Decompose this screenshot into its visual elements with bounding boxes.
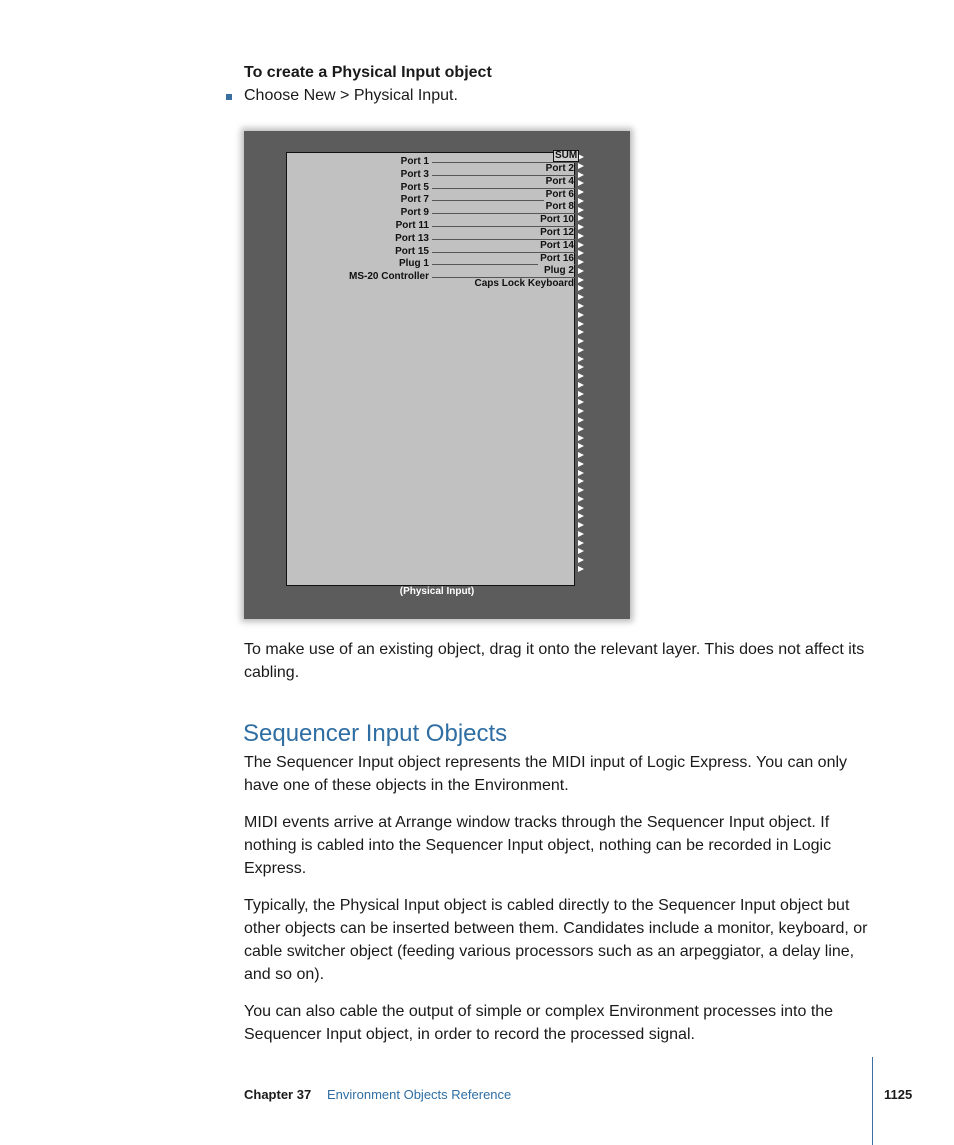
left-port-label: Port 15 [395, 245, 429, 257]
output-triangle-icon[interactable] [578, 303, 584, 309]
output-triangle-icon[interactable] [578, 224, 584, 230]
section-paragraph-2: MIDI events arrive at Arrange window tracks through the Sequencer Input object. If nothing is cabled into the Sequencer Input object, nothing can be recorded in Logic Express. [244, 814, 832, 877]
output-triangle-icon[interactable] [578, 189, 584, 195]
right-port-label: Port 4 [545, 175, 574, 187]
output-triangle-icon[interactable] [578, 215, 584, 221]
output-triangle-icon[interactable] [578, 294, 584, 300]
right-port-label: Plug 2 [543, 265, 574, 277]
output-triangle-icon[interactable] [578, 435, 584, 441]
output-triangle-icon[interactable] [578, 373, 584, 379]
output-triangle-icon[interactable] [578, 461, 584, 467]
right-port-label: Port 10 [540, 214, 574, 226]
output-triangle-icon[interactable] [578, 242, 584, 248]
right-port-label: Port 12 [540, 227, 574, 238]
footer-chapter: Chapter 37 [244, 1087, 312, 1102]
output-triangle-icon[interactable] [578, 505, 584, 511]
section-paragraph-3: Typically, the Physical Input object is cabled directly to the Sequencer Input object but other objects can be inserted between them. Candidates include a monitor, keyboard, or cable switcher object (feeding various processors such as an arpeggiator, a delay line, and so on). [244, 897, 868, 983]
section-heading: Sequencer Input Objects [243, 720, 508, 747]
output-triangle-icon[interactable] [578, 347, 584, 353]
bullet-text: Choose New > Physical Input. [244, 87, 458, 104]
output-triangle-icon[interactable] [578, 259, 584, 265]
output-triangle-icon[interactable] [578, 285, 584, 291]
right-port-label: Port 6 [545, 188, 574, 200]
sum-label: SUM [555, 150, 578, 161]
output-triangle-icon[interactable] [578, 321, 584, 327]
output-triangle-icon[interactable] [578, 356, 584, 362]
output-triangle-icon[interactable] [578, 233, 584, 239]
output-triangle-icon[interactable] [578, 329, 584, 335]
output-triangle-icon[interactable] [578, 180, 584, 186]
output-triangle-icon[interactable] [578, 268, 584, 274]
task-title: To create a Physical Input object [244, 64, 492, 81]
page-number: 1125 [884, 1087, 913, 1102]
bullet-item [226, 87, 458, 105]
output-triangle-icon[interactable] [578, 487, 584, 493]
output-triangle-icon[interactable] [578, 548, 584, 554]
output-triangle-icon[interactable] [578, 417, 584, 423]
bullet-icon [226, 94, 232, 100]
left-port-label: MS-20 Controller [348, 271, 429, 283]
output-triangle-icon[interactable] [578, 207, 584, 213]
footer-divider [872, 1057, 873, 1145]
left-port-label: Port 1 [400, 156, 429, 167]
output-triangle-icon[interactable] [578, 408, 584, 414]
right-port-label: Port 16 [540, 252, 574, 264]
output-triangle-icon[interactable] [578, 540, 584, 546]
output-triangle-icon[interactable] [578, 391, 584, 397]
output-triangle-icon[interactable] [578, 426, 584, 432]
output-triangle-icon[interactable] [578, 364, 584, 370]
existing-object-paragraph: To make use of an existing object, drag it onto the relevant layer. This does not affect its cabling. [244, 641, 865, 681]
output-triangle-icon[interactable] [578, 531, 584, 537]
left-port-label: Port 11 [395, 220, 429, 231]
right-port-label: Caps Lock Keyboard [474, 278, 574, 290]
left-port-label: Port 13 [395, 232, 429, 244]
left-port-label: Plug 1 [398, 258, 429, 270]
footer-reference: Environment Objects Reference [327, 1087, 512, 1102]
output-triangle-icon[interactable] [578, 198, 584, 204]
left-port-label: Port 5 [400, 181, 429, 193]
output-triangle-icon[interactable] [578, 452, 584, 458]
right-port-label: Port 8 [545, 201, 574, 213]
output-triangle-icon[interactable] [578, 566, 584, 572]
output-triangle-icon[interactable] [578, 382, 584, 388]
output-triangle-icon[interactable] [578, 478, 584, 484]
output-triangle-icon[interactable] [578, 399, 584, 405]
output-triangle-icon[interactable] [578, 470, 584, 476]
output-triangle-icon[interactable] [578, 312, 584, 318]
output-triangle-icon[interactable] [578, 496, 584, 502]
output-triangle-icon[interactable] [578, 513, 584, 519]
left-port-label: Port 3 [400, 168, 429, 180]
output-triangle-icon[interactable] [578, 277, 584, 283]
figure-caption: (Physical Input) [399, 586, 475, 597]
output-triangle-icon[interactable] [578, 443, 584, 449]
section-paragraph-1: The Sequencer Input object represents the MIDI input of Logic Express. You can only have one of these objects in the Environment. [244, 754, 848, 794]
output-triangle-icon[interactable] [578, 557, 584, 563]
output-triangle-icon[interactable] [578, 250, 584, 256]
left-port-label: Port 7 [400, 194, 429, 206]
section-paragraph-4: You can also cable the output of simple or complex Environment processes into the Sequencer Input object, in order to record the processed signal. [244, 1003, 834, 1043]
physical-input-object [286, 152, 575, 586]
physical-input-figure [244, 131, 630, 619]
left-port-label: Port 9 [400, 207, 429, 219]
right-port-label: Port 14 [540, 239, 574, 251]
right-port-label: Port 2 [545, 163, 574, 174]
output-triangle-icon[interactable] [578, 522, 584, 528]
output-triangle-icon[interactable] [578, 163, 584, 169]
output-triangle-icon[interactable] [578, 338, 584, 344]
output-triangle-icon[interactable] [578, 172, 584, 178]
